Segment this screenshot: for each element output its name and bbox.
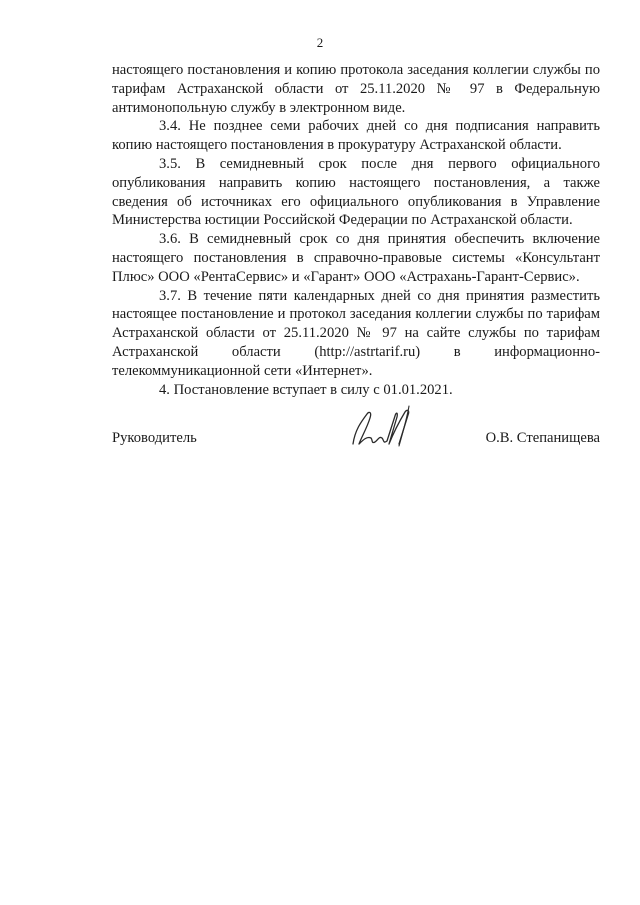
paragraph-4: 4. Постановление вступает в силу с 01.01.2021. — [159, 381, 453, 398]
document-body — [112, 61, 600, 399]
signatory-name: О.В. Степанищева — [485, 430, 600, 446]
signatory-title: Руководитель — [112, 430, 197, 446]
paragraph-3-6: 3.6. В семидневный срок со дня принятия обеспечить включение настоящего постановления в справочно-правовые системы «Консультант Плюс» ООО «РентаСервис» и «Гарант» ООО «Астрахань-Гарант-Сервис». — [112, 231, 600, 285]
paragraph-3-4: 3.4. Не позднее семи рабочих дней со дня подписания направить копию настоящего постановления в прокуратуру Астраханской области. — [112, 118, 600, 154]
paragraph-3-7: 3.7. В течение пяти календарных дней со дня принятия разместить настоящее постановление и протокол заседания коллегии службы по тарифам Астраханской области от 25.11.2020 № 97 на сайте службы по тарифам Астраханской области (http://astrtarif.ru) в информационно-телекоммуникационной сети «Интернет». — [112, 287, 600, 379]
handwritten-signature — [349, 400, 429, 456]
page-number: 2 — [316, 35, 324, 50]
paragraph-continuation: настоящего постановления и копию протокола заседания коллегии службы по тарифам Астраханской области от 25.11.2020 № 97 в Федеральную антимонопольную службу в электронном виде. — [112, 62, 600, 116]
signature-block — [112, 400, 600, 460]
paragraph-3-5: 3.5. В семидневный срок после дня первого официального опубликования направить копию настоящего постановления, а также сведения об источниках его официального опубликования в Управление Министерства юстиции Российской Федерации по Астраханской области. — [112, 155, 600, 229]
